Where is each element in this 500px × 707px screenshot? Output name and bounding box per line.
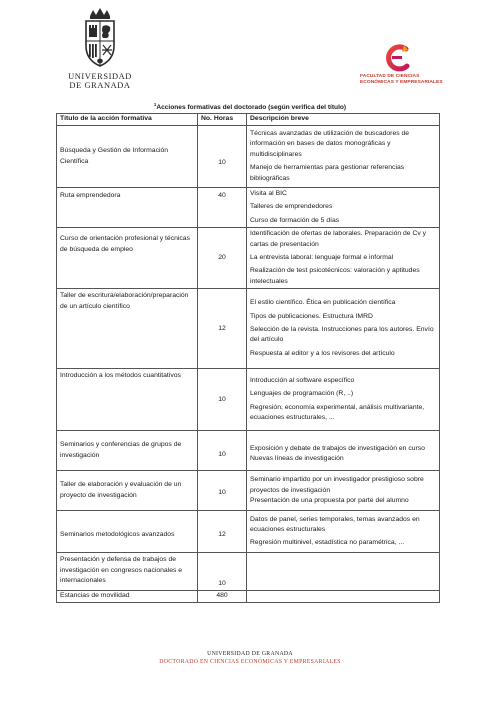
row-description [247,228,440,289]
description-item: Manejo de herramientas para gestionar referencias bibliográficas [250,164,405,182]
table-title-footnote-marker: 1 [153,102,157,107]
row-hours: 20 [198,228,247,289]
description-item: Curso de formación de 5 días [250,216,340,224]
description-item: La entrevista laboral: lenguaje formal e informal [250,254,394,262]
row-description [247,369,440,431]
footer-program: DOCTORADO EN CIENCIAS ECONÓMICAS Y EMPRESARIALES [159,659,341,665]
page-footer [0,651,500,665]
table-row [57,471,440,511]
row-description [247,431,440,471]
row-title: Taller de elaboración y evaluación de un proyecto de investigación [57,471,198,511]
row-description [247,511,440,553]
description-item: Seminario impartido por un investigador prestigioso sobre proyectos de investigación [250,476,424,494]
faculty-name-line2: ECONÓMICAS Y EMPRESARIALES [360,80,443,86]
row-hours: 10 [198,431,247,471]
description-item: Regresión multinivel, estadística no paramétrica, ... [250,539,405,547]
row-hours: 12 [198,289,247,369]
table-row [57,591,440,602]
row-hours: 480 [198,591,247,602]
row-title: Ruta emprendedora [57,188,198,228]
description-item: Tipos de publicaciones. Estructura IMRD [250,312,373,320]
row-title: Introducción a los métodos cuantitativos [57,369,198,431]
row-hours: 10 [198,553,247,591]
faculty-name-line1: FACULTAD DE CIENCIAS [360,74,420,79]
table-title [0,102,500,111]
footer-university: UNIVERSIDAD DE GRANADA [207,651,293,657]
row-title: Taller de escritura/elaboración/preparación de un artículo científico [57,289,198,369]
row-description [247,591,440,602]
column-header-hours: No. Horas [198,114,247,126]
table-title-text: Acciones formativas del doctorado (según verifica del título) [156,104,347,112]
row-hours: 12 [198,511,247,553]
column-header-title: Título de la acción formativa [57,114,198,126]
description-item: Técnicas avanzadas de utilización de buscadores de información en bases de datos monográficas y multidisciplinares [250,129,410,158]
description-item: Exposición y debate de trabajos de investigación en curso [250,444,425,452]
description-item: Datos de panel, series temporales, temas avanzados en ecuaciones estructurales [250,515,420,534]
description-item: Identificación de ofertas de laborales. Preparación de Cv y cartas de presentación [250,230,427,248]
table-row [57,126,440,188]
row-title: Estancias de movilidad [57,591,198,602]
table-row [57,289,440,369]
description-item: Respuesta al editor y a los revisores del artículo [250,349,395,357]
table-row [57,228,440,289]
description-item: Selección de la revista. Instrucciones para los autores. Envío del artículo [250,326,434,344]
faculty-emblem-icon [384,44,412,72]
description-item: Nuevas líneas de investigación [250,455,344,463]
row-title: Curso de orientación profesional y técnicas de búsqueda de empleo [57,228,198,289]
description-item: Visita al BIC [250,190,287,197]
table-row [57,369,440,431]
row-title: Búsqueda y Gestión de Información Científica [57,126,198,188]
table-row [57,188,440,228]
row-title: Presentación y defensa de trabajos de investigación en congresos nacionales e internacionales [57,553,198,591]
row-description [247,471,440,511]
row-hours: 40 [198,188,247,228]
table-header-row [57,114,440,126]
page-header [0,0,500,100]
column-header-description: Descripción breve [247,114,440,126]
row-title: Seminarios metodológicos avanzados [57,511,198,553]
table-row [57,553,440,591]
university-logo [60,8,140,90]
description-item: Lenguajes de programación (R, ..) [250,390,354,398]
description-item: Talleres de emprendedores [250,203,333,211]
university-name-line1: UNIVERSIDAD [68,72,132,81]
university-crest-icon [81,8,119,70]
row-description [247,188,440,228]
row-description [247,126,440,188]
row-hours: 10 [198,126,247,188]
row-description [247,553,440,591]
description-item: Regresión, economía experimental, análisis multivariante, ecuaciones estructurales, ... [250,403,425,422]
training-actions-table [56,113,440,603]
row-title: Seminarios y conferencias de grupos de investigación [57,431,198,471]
row-description [247,289,440,369]
table-row [57,431,440,471]
description-item: Introducción al software específico [250,376,355,384]
description-item: El estilo científico. Ética en publicación científica [250,299,396,307]
description-item: Presentación de una propuesta por parte del alumno [250,496,409,504]
university-name-line2: DE GRANADA [69,81,131,90]
row-hours: 10 [198,471,247,511]
row-hours: 10 [198,369,247,431]
description-item: Realización de test psicotécnicos: valoración y aptitudes intelectuales [250,267,420,285]
table-row [57,511,440,553]
